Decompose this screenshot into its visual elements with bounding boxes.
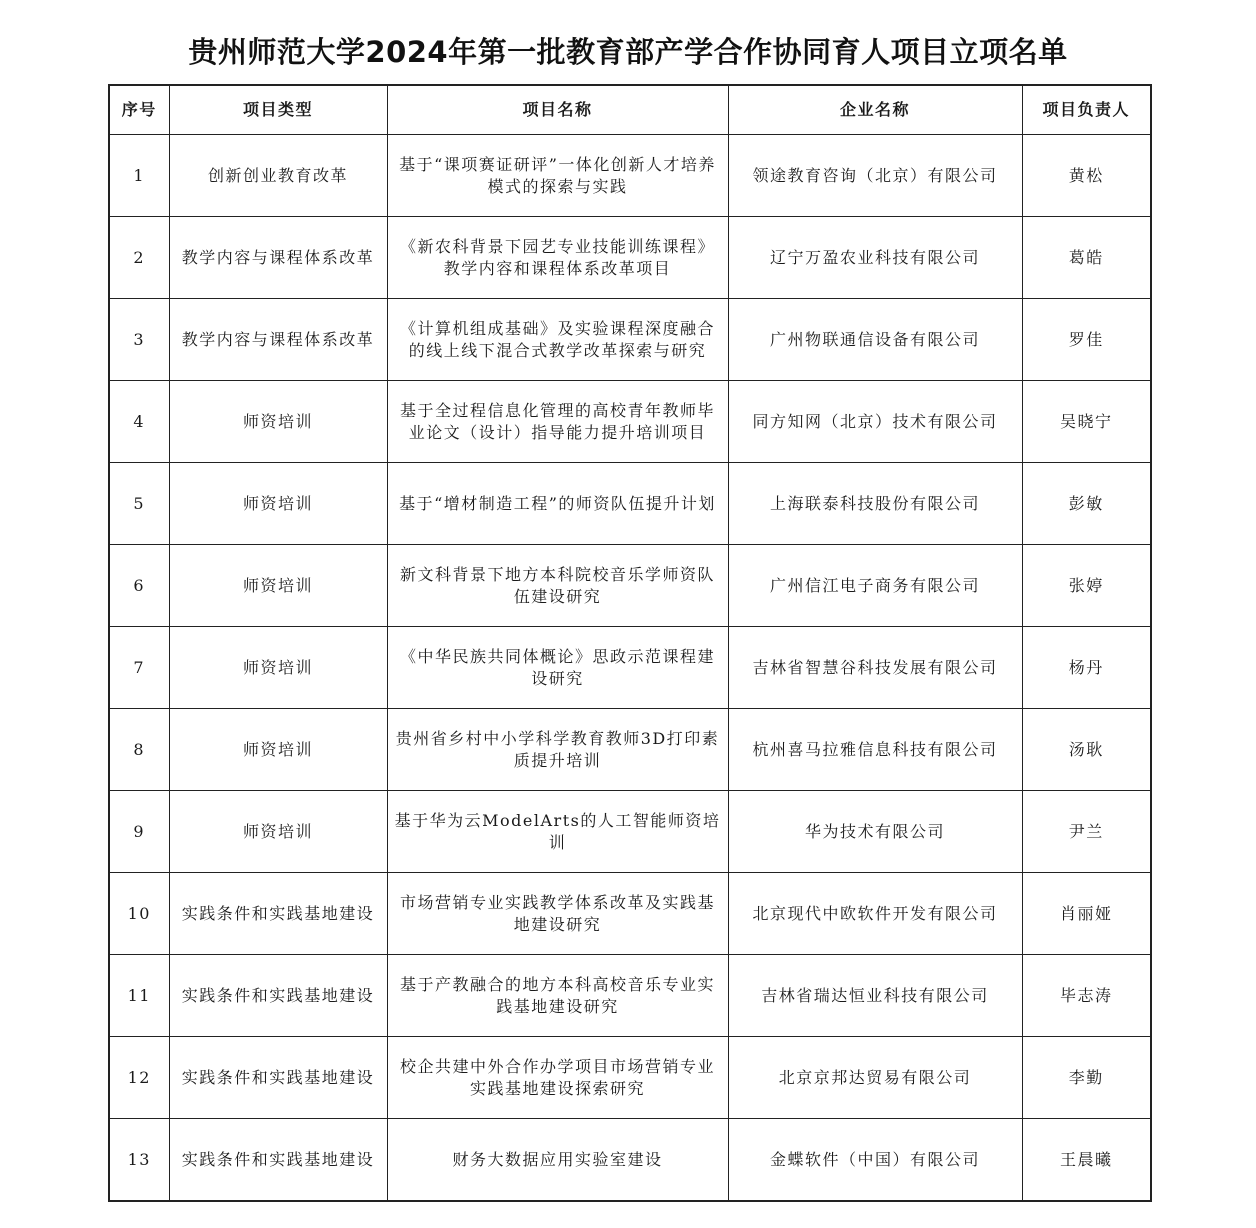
cell-company: 吉林省瑞达恒业科技有限公司	[728, 955, 1022, 1037]
table-row	[109, 955, 1151, 1037]
cell-leader: 杨丹	[1022, 627, 1151, 709]
cell-company: 金蝶软件（中国）有限公司	[728, 1119, 1022, 1202]
cell-leader: 毕志涛	[1022, 955, 1151, 1037]
column-header-type: 项目类型	[169, 85, 387, 135]
cell-no: 13	[109, 1119, 169, 1202]
cell-leader: 尹兰	[1022, 791, 1151, 873]
cell-type: 师资培训	[169, 545, 387, 627]
cell-type: 实践条件和实践基地建设	[169, 955, 387, 1037]
cell-name: 《中华民族共同体概论》思政示范课程建设研究	[387, 627, 728, 709]
table-row	[109, 545, 1151, 627]
cell-company: 华为技术有限公司	[728, 791, 1022, 873]
column-header-leader: 项目负责人	[1022, 85, 1151, 135]
table-row	[109, 1119, 1151, 1202]
column-header-no: 序号	[109, 85, 169, 135]
cell-leader: 李勤	[1022, 1037, 1151, 1119]
cell-leader: 王晨曦	[1022, 1119, 1151, 1202]
cell-type: 创新创业教育改革	[169, 135, 387, 217]
cell-type: 教学内容与课程体系改革	[169, 217, 387, 299]
page-title: 贵州师范大学2024年第一批教育部产学合作协同育人项目立项名单	[188, 35, 1068, 69]
cell-company: 杭州喜马拉雅信息科技有限公司	[728, 709, 1022, 791]
cell-name: 校企共建中外合作办学项目市场营销专业实践基地建设探索研究	[387, 1037, 728, 1119]
cell-type: 实践条件和实践基地建设	[169, 1119, 387, 1202]
cell-leader: 葛皓	[1022, 217, 1151, 299]
cell-no: 7	[109, 627, 169, 709]
cell-no: 12	[109, 1037, 169, 1119]
table-row	[109, 627, 1151, 709]
project-list-table	[108, 84, 1152, 1202]
cell-type: 师资培训	[169, 791, 387, 873]
table-row	[109, 299, 1151, 381]
cell-company: 上海联泰科技股份有限公司	[728, 463, 1022, 545]
cell-name: 基于产教融合的地方本科高校音乐专业实践基地建设研究	[387, 955, 728, 1037]
column-header-name: 项目名称	[387, 85, 728, 135]
cell-name: 基于“课项赛证研评”一体化创新人才培养模式的探索与实践	[387, 135, 728, 217]
table-header-row	[109, 85, 1151, 135]
cell-no: 4	[109, 381, 169, 463]
cell-no: 10	[109, 873, 169, 955]
cell-company: 同方知网（北京）技术有限公司	[728, 381, 1022, 463]
cell-company: 广州物联通信设备有限公司	[728, 299, 1022, 381]
cell-type: 教学内容与课程体系改革	[169, 299, 387, 381]
cell-type: 实践条件和实践基地建设	[169, 873, 387, 955]
cell-company: 北京现代中欧软件开发有限公司	[728, 873, 1022, 955]
cell-leader: 肖丽娅	[1022, 873, 1151, 955]
cell-company: 辽宁万盈农业科技有限公司	[728, 217, 1022, 299]
cell-leader: 张婷	[1022, 545, 1151, 627]
table-row	[109, 135, 1151, 217]
cell-type: 师资培训	[169, 627, 387, 709]
cell-leader: 彭敏	[1022, 463, 1151, 545]
cell-name: 财务大数据应用实验室建设	[387, 1119, 728, 1202]
cell-name: 基于“增材制造工程”的师资队伍提升计划	[387, 463, 728, 545]
table-row	[109, 381, 1151, 463]
cell-name: 市场营销专业实践教学体系改革及实践基地建设研究	[387, 873, 728, 955]
cell-type: 师资培训	[169, 463, 387, 545]
cell-company: 北京京邦达贸易有限公司	[728, 1037, 1022, 1119]
table-row	[109, 1037, 1151, 1119]
cell-no: 2	[109, 217, 169, 299]
cell-no: 8	[109, 709, 169, 791]
cell-company: 广州信江电子商务有限公司	[728, 545, 1022, 627]
cell-name: 贵州省乡村中小学科学教育教师3D打印素质提升培训	[387, 709, 728, 791]
cell-name: 《计算机组成基础》及实验课程深度融合的线上线下混合式教学改革探索与研究	[387, 299, 728, 381]
cell-no: 5	[109, 463, 169, 545]
cell-company: 领途教育咨询（北京）有限公司	[728, 135, 1022, 217]
cell-no: 9	[109, 791, 169, 873]
cell-leader: 黄松	[1022, 135, 1151, 217]
cell-no: 3	[109, 299, 169, 381]
cell-no: 6	[109, 545, 169, 627]
cell-no: 1	[109, 135, 169, 217]
table-row	[109, 709, 1151, 791]
cell-type: 实践条件和实践基地建设	[169, 1037, 387, 1119]
cell-name: 基于全过程信息化管理的高校青年教师毕业论文（设计）指导能力提升培训项目	[387, 381, 728, 463]
cell-no: 11	[109, 955, 169, 1037]
column-header-company: 企业名称	[728, 85, 1022, 135]
cell-name: 《新农科背景下园艺专业技能训练课程》教学内容和课程体系改革项目	[387, 217, 728, 299]
table-row	[109, 873, 1151, 955]
cell-type: 师资培训	[169, 381, 387, 463]
cell-leader: 吴晓宁	[1022, 381, 1151, 463]
cell-name: 基于华为云ModelArts的人工智能师资培训	[387, 791, 728, 873]
table-row	[109, 217, 1151, 299]
cell-leader: 罗佳	[1022, 299, 1151, 381]
cell-name: 新文科背景下地方本科院校音乐学师资队伍建设研究	[387, 545, 728, 627]
table-row	[109, 791, 1151, 873]
cell-leader: 汤耿	[1022, 709, 1151, 791]
table-row	[109, 463, 1151, 545]
cell-type: 师资培训	[169, 709, 387, 791]
cell-company: 吉林省智慧谷科技发展有限公司	[728, 627, 1022, 709]
